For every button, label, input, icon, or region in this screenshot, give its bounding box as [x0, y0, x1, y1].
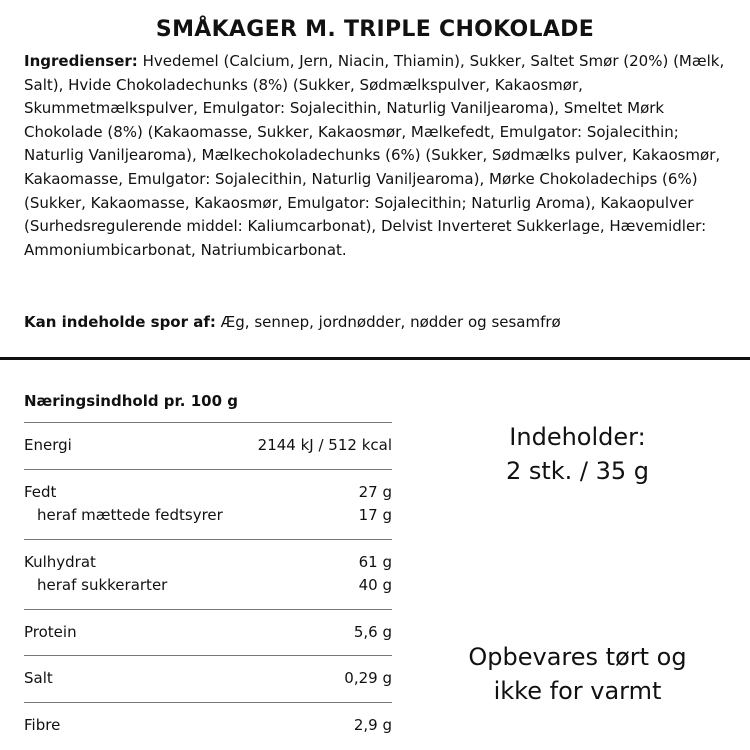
nutrition-label: Fedt: [24, 482, 57, 501]
allergen-trace-label: Kan indeholde spor af:: [24, 313, 216, 331]
nutrition-row: [24, 714, 392, 738]
ingredients-list: Hvedemel (Calcium, Jern, Niacin, Thiamin), Sukker, Saltet Smør (20%) (Mælk, Salt), Hvide Chokoladechunks (8%) (Sukker, Sødmælkspulver, Kakaosmør, Skummetmælkspulver, Emulgator: Sojalecithin, Naturlig Vaniljearoma), Smeltet Mørk Chokolade (8%) (Kakaomasse, Sukker, Kakaosmør, Mælkefedt, Emulgator: Sojalecithin; Naturlig Vaniljearoma), Mælkechokoladechunks (6%) (Sukker, Sødmælks pulver, Kakaosmør, Kakaomasse, Emulgator: Sojalecithin, Naturlig Vaniljearoma), Mørke Chokoladechips (6%) (Sukker, Kakaomasse, Kakaosmør, Emulgator: Sojalecithin; Naturlig Aroma), Kakaopulver (Surhedsregulerende middel: Kaliumcarbonat), Delvist Inverteret Sukkerlage, Hævemidler: Ammoniumbicarbonat, Natriumbicarbonat.: [24, 52, 725, 259]
nutrition-label: Kulhydrat: [24, 552, 96, 571]
nutrition-table: [24, 422, 392, 748]
storage-line-2: ikke for varmt: [493, 677, 662, 705]
storage-instructions: [445, 640, 710, 708]
nutrition-subrow: [24, 574, 392, 598]
package-contents-amount: 2 stk. / 35 g: [505, 457, 650, 485]
package-contents-label: Indeholder:: [509, 423, 646, 451]
nutrition-value: 27 g: [358, 482, 392, 501]
nutrition-group-fat: [24, 469, 392, 539]
nutrition-label: Fibre: [24, 715, 61, 734]
nutrition-row: [24, 667, 392, 691]
nutrition-row: [24, 621, 392, 645]
nutrition-value: 0,29 g: [344, 669, 392, 687]
nutrition-label: heraf sukkerarter: [37, 576, 168, 594]
section-divider: [0, 357, 750, 360]
nutrition-value: 61 g: [358, 552, 392, 571]
nutrition-value: 2144 kJ / 512 kcal: [257, 436, 392, 454]
nutrition-label: Energi: [24, 436, 72, 454]
ingredients-label: Ingredienser:: [24, 52, 138, 70]
nutrition-label: Salt: [24, 669, 53, 687]
package-contents: [455, 420, 700, 488]
product-title: SMÅKAGER M. TRIPLE CHOKOLADE: [155, 17, 595, 42]
nutrition-group-salt: [24, 655, 392, 702]
storage-line-1: Opbevares tørt og: [468, 643, 687, 671]
nutrition-label: heraf mættede fedtsyrer: [37, 506, 223, 524]
nutrition-group-energy: [24, 422, 392, 469]
nutrition-row: [24, 551, 392, 575]
nutrition-value: 5,6 g: [353, 622, 392, 641]
nutrition-value: 17 g: [358, 506, 392, 524]
nutrition-row: [24, 481, 392, 505]
ingredients-text: [24, 50, 736, 262]
nutrition-group-protein: [24, 609, 392, 656]
nutrition-value: 2,9 g: [353, 715, 392, 734]
nutrition-group-fibre: [24, 702, 392, 749]
nutrition-row: [24, 434, 392, 458]
allergen-trace-text: [24, 311, 736, 335]
nutrition-title: Næringsindhold pr. 100 g: [24, 392, 238, 410]
allergen-trace-list: Æg, sennep, jordnødder, nødder og sesamfrø: [215, 313, 561, 331]
nutrition-subrow: [24, 504, 392, 528]
nutrition-group-carbohydrate: [24, 539, 392, 609]
nutrition-value: 40 g: [358, 576, 392, 594]
nutrition-label: Protein: [24, 622, 77, 641]
